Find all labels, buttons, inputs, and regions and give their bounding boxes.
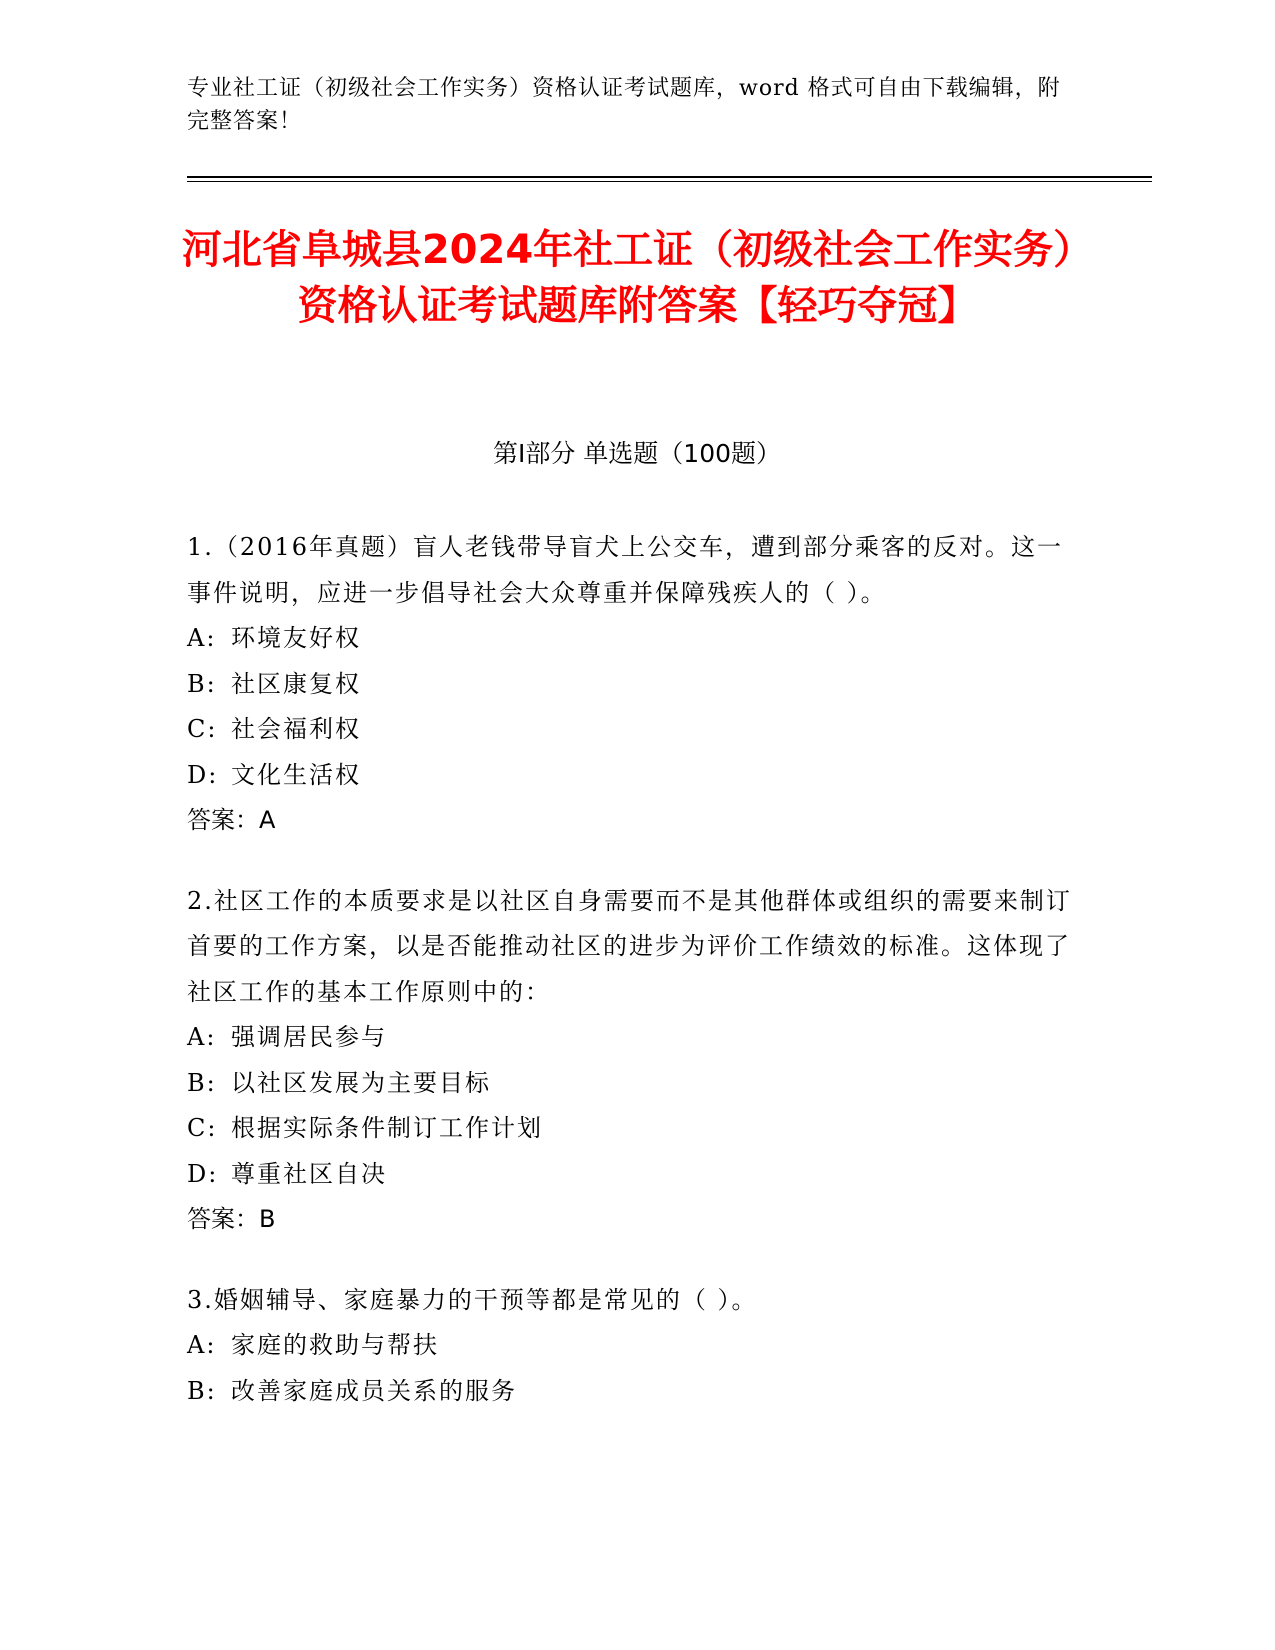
answer-line: 答案：A (187, 806, 276, 834)
option-text: 强调居民参与 (231, 1023, 387, 1051)
option-c (187, 707, 1087, 753)
option-key: B: (187, 669, 217, 698)
question-3 (187, 1278, 1087, 1415)
option-text: 家庭的救助与帮扶 (231, 1331, 439, 1359)
option-text: 改善家庭成员关系的服务 (231, 1376, 517, 1405)
option-a (187, 616, 1087, 662)
option-b (187, 662, 1087, 708)
option-b (187, 1061, 1087, 1107)
question-2 (187, 879, 1087, 1243)
option-d (187, 753, 1087, 799)
option-a (187, 1015, 1087, 1061)
option-key: B: (187, 1376, 217, 1405)
option-key: A: (187, 1023, 217, 1051)
option-key: D: (187, 760, 219, 789)
option-c (187, 1106, 1087, 1152)
option-text: 环境友好权 (231, 624, 361, 652)
option-key: C: (187, 1114, 218, 1142)
question-list (187, 525, 1087, 1449)
option-text: 社会福利权 (231, 715, 361, 743)
option-key: A: (187, 1331, 217, 1359)
document-title: 河北省阜城县2024年社工证（初级社会工作实务）资格认证考试题库附答案【轻巧夺冠】 (181, 227, 1094, 329)
answer-line: 答案：B (187, 1205, 276, 1233)
option-key: D: (187, 1159, 219, 1188)
option-text: 文化生活权 (231, 760, 361, 789)
header-note: 专业社工证（初级社会工作实务）资格认证考试题库，word 格式可自由下载编辑，附完整答案！ (187, 76, 1061, 134)
option-key: C: (187, 715, 218, 743)
option-d (187, 1152, 1087, 1198)
option-key: B: (187, 1068, 217, 1097)
option-key: A: (187, 624, 217, 652)
section-title: 第I部分 单选题（100题） (492, 439, 782, 468)
question-stem: 1.（2016年真题）盲人老钱带导盲犬上公交车，遭到部分乘客的反对。这一事件说明，应进一步倡导社会大众尊重并保障残疾人的（ ）。 (187, 533, 1063, 607)
option-text: 尊重社区自决 (231, 1159, 387, 1188)
header-rule-thick (187, 176, 1152, 178)
question-1 (187, 525, 1087, 844)
option-a (187, 1323, 1087, 1369)
question-stem: 2.社区工作的本质要求是以社区自身需要而不是其他群体或组织的需要来制订首要的工作方案，以是否能推动社区的进步为评价工作绩效的标准。这体现了社区工作的基本工作原则中的： (187, 886, 1072, 1006)
option-text: 社区康复权 (231, 669, 361, 698)
option-text: 以社区发展为主要目标 (231, 1068, 491, 1097)
option-b (187, 1369, 1087, 1415)
question-stem: 3.婚姻辅导、家庭暴力的干预等都是常见的（ ）。 (187, 1285, 758, 1314)
option-text: 根据实际条件制订工作计划 (231, 1114, 543, 1142)
header-rule-thin (187, 181, 1152, 182)
